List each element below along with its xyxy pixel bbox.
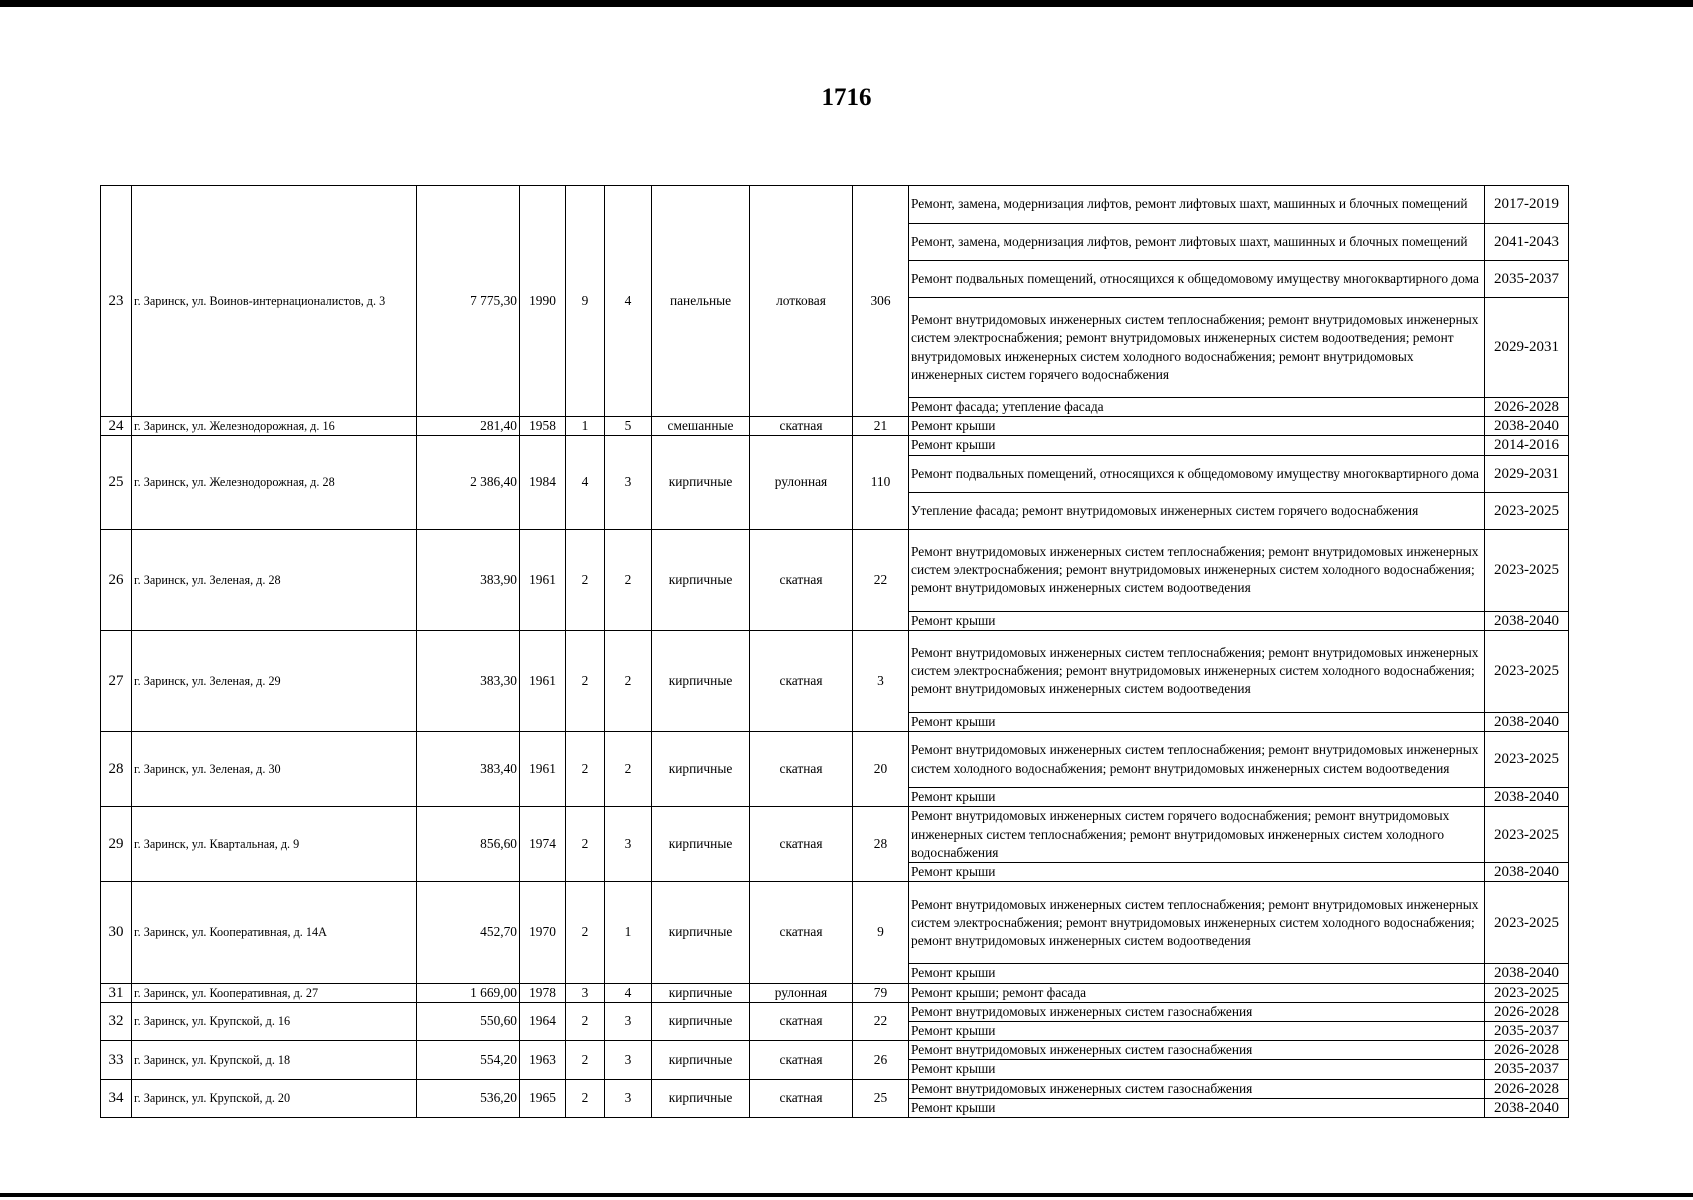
entrance-count: 3 [605, 436, 652, 529]
capital-repair-table [100, 185, 1569, 1118]
roof-type: рулонная [750, 436, 853, 529]
entrance-count: 2 [605, 630, 652, 731]
work-description: Ремонт крыши [909, 1098, 1485, 1117]
table-row [101, 882, 1569, 964]
work-period: 2017-2019 [1485, 186, 1569, 224]
work-period: 2023-2025 [1485, 732, 1569, 788]
work-period: 2023-2025 [1485, 529, 1569, 611]
table-row [101, 436, 1569, 455]
work-description: Ремонт крыши [909, 436, 1485, 455]
work-description: Ремонт крыши [909, 964, 1485, 983]
work-description: Ремонт внутридомовых инженерных систем теплоснабжения; ремонт внутридомовых инженерных систем электроснабжения; ремонт внутридомовых инженерных систем холодного водоснабжения; ремонт внутридомовых инженерных систем водоотведения [909, 882, 1485, 964]
table-row [101, 529, 1569, 611]
roof-type: скатная [750, 1002, 853, 1040]
work-description: Ремонт крыши [909, 417, 1485, 436]
wall-material: кирпичные [652, 732, 750, 807]
floor-count: 9 [566, 186, 605, 417]
roof-type: скатная [750, 417, 853, 436]
work-period: 2023-2025 [1485, 807, 1569, 863]
table-row [101, 732, 1569, 788]
work-period: 2023-2025 [1485, 983, 1569, 1002]
house-area: 536,20 [417, 1079, 520, 1117]
house-area: 281,40 [417, 417, 520, 436]
row-number: 30 [101, 882, 132, 983]
bottom-scan-border [0, 1193, 1693, 1197]
build-year: 1958 [520, 417, 566, 436]
work-description: Ремонт подвальных помещений, относящихся к общедомовому имуществу многоквартирного дома [909, 261, 1485, 298]
work-period: 2023-2025 [1485, 882, 1569, 964]
wall-material: кирпичные [652, 1002, 750, 1040]
entrance-count: 2 [605, 529, 652, 630]
house-area: 383,90 [417, 529, 520, 630]
house-address: г. Заринск, ул. Железнодорожная, д. 28 [132, 436, 417, 529]
work-period: 2038-2040 [1485, 964, 1569, 983]
work-period: 2035-2037 [1485, 261, 1569, 298]
work-period: 2029-2031 [1485, 298, 1569, 398]
page-number: 1716 [821, 84, 872, 111]
entrance-count: 4 [605, 186, 652, 417]
wall-material: кирпичные [652, 630, 750, 731]
house-area: 452,70 [417, 882, 520, 983]
resident-count: 28 [853, 807, 909, 882]
wall-material: кирпичные [652, 436, 750, 529]
entrance-count: 3 [605, 807, 652, 882]
house-area: 7 775,30 [417, 186, 520, 417]
build-year: 1963 [520, 1041, 566, 1079]
entrance-count: 4 [605, 983, 652, 1002]
work-description: Ремонт внутридомовых инженерных систем теплоснабжения; ремонт внутридомовых инженерных систем электроснабжения; ремонт внутридомовых инженерных систем холодного водоснабжения; ремонт внутридомовых инженерных систем водоотведения [909, 529, 1485, 611]
work-description: Ремонт внутридомовых инженерных систем газоснабжения [909, 1041, 1485, 1060]
roof-type: скатная [750, 529, 853, 630]
build-year: 1961 [520, 732, 566, 807]
build-year: 1965 [520, 1079, 566, 1117]
work-description: Ремонт внутридомовых инженерных систем горячего водоснабжения; ремонт внутридомовых инженерных систем теплоснабжения; ремонт внутридомовых инженерных систем холодного водоснабжения [909, 807, 1485, 863]
resident-count: 9 [853, 882, 909, 983]
floor-count: 1 [566, 417, 605, 436]
entrance-count: 1 [605, 882, 652, 983]
work-description: Ремонт внутридомовых инженерных систем теплоснабжения; ремонт внутридомовых инженерных систем холодного водоснабжения; ремонт внутридомовых инженерных систем водоотведения [909, 732, 1485, 788]
work-description: Утепление фасада; ремонт внутридомовых инженерных систем горячего водоснабжения [909, 492, 1485, 529]
wall-material: кирпичные [652, 983, 750, 1002]
roof-type: скатная [750, 1079, 853, 1117]
house-address: г. Заринск, ул. Крупской, д. 18 [132, 1041, 417, 1079]
work-period: 2026-2028 [1485, 1041, 1569, 1060]
roof-type: скатная [750, 807, 853, 882]
house-area: 554,20 [417, 1041, 520, 1079]
house-area: 383,40 [417, 732, 520, 807]
table-row [101, 807, 1569, 863]
work-description: Ремонт, замена, модернизация лифтов, ремонт лифтовых шахт, машинных и блочных помещений [909, 186, 1485, 224]
table-row [101, 1079, 1569, 1098]
row-number: 29 [101, 807, 132, 882]
roof-type: скатная [750, 882, 853, 983]
roof-type: скатная [750, 732, 853, 807]
work-description: Ремонт крыши; ремонт фасада [909, 983, 1485, 1002]
work-description: Ремонт внутридомовых инженерных систем теплоснабжения; ремонт внутридомовых инженерных систем электроснабжения; ремонт внутридомовых инженерных систем водоотведения; ремонт внутридомовых инженерных систем холодного водоснабжения; ремонт внутридомовых инженерных систем горячего водоснабжения [909, 298, 1485, 398]
house-address: г. Заринск, ул. Зеленая, д. 29 [132, 630, 417, 731]
work-period: 2035-2037 [1485, 1022, 1569, 1041]
work-description: Ремонт крыши [909, 712, 1485, 731]
wall-material: кирпичные [652, 529, 750, 630]
house-address: г. Заринск, ул. Кооперативная, д. 27 [132, 983, 417, 1002]
top-scan-border [0, 0, 1693, 7]
work-description: Ремонт внутридомовых инженерных систем газоснабжения [909, 1002, 1485, 1021]
wall-material: кирпичные [652, 1079, 750, 1117]
work-description: Ремонт, замена, модернизация лифтов, ремонт лифтовых шахт, машинных и блочных помещений [909, 224, 1485, 261]
work-period: 2041-2043 [1485, 224, 1569, 261]
wall-material: кирпичные [652, 882, 750, 983]
work-period: 2014-2016 [1485, 436, 1569, 455]
resident-count: 110 [853, 436, 909, 529]
wall-material: кирпичные [652, 807, 750, 882]
row-number: 27 [101, 630, 132, 731]
work-period: 2038-2040 [1485, 417, 1569, 436]
resident-count: 25 [853, 1079, 909, 1117]
roof-type: скатная [750, 630, 853, 731]
entrance-count: 5 [605, 417, 652, 436]
resident-count: 22 [853, 1002, 909, 1040]
row-number: 24 [101, 417, 132, 436]
resident-count: 22 [853, 529, 909, 630]
entrance-count: 2 [605, 732, 652, 807]
house-address: г. Заринск, ул. Крупской, д. 20 [132, 1079, 417, 1117]
resident-count: 21 [853, 417, 909, 436]
row-number: 33 [101, 1041, 132, 1079]
resident-count: 79 [853, 983, 909, 1002]
house-area: 383,30 [417, 630, 520, 731]
house-area: 856,60 [417, 807, 520, 882]
work-description: Ремонт крыши [909, 1060, 1485, 1079]
floor-count: 2 [566, 807, 605, 882]
build-year: 1961 [520, 630, 566, 731]
entrance-count: 3 [605, 1041, 652, 1079]
row-number: 23 [101, 186, 132, 417]
work-period: 2035-2037 [1485, 1060, 1569, 1079]
table-row [101, 417, 1569, 436]
build-year: 1978 [520, 983, 566, 1002]
work-description: Ремонт внутридомовых инженерных систем теплоснабжения; ремонт внутридомовых инженерных систем электроснабжения; ремонт внутридомовых инженерных систем холодного водоснабжения; ремонт внутридомовых инженерных систем водоотведения [909, 630, 1485, 712]
row-number: 26 [101, 529, 132, 630]
build-year: 1984 [520, 436, 566, 529]
roof-type: рулонная [750, 983, 853, 1002]
work-description: Ремонт подвальных помещений, относящихся к общедомовому имуществу многоквартирного дома [909, 455, 1485, 492]
house-area: 550,60 [417, 1002, 520, 1040]
work-period: 2026-2028 [1485, 1002, 1569, 1021]
house-address: г. Заринск, ул. Зеленая, д. 30 [132, 732, 417, 807]
build-year: 1974 [520, 807, 566, 882]
work-period: 2023-2025 [1485, 630, 1569, 712]
build-year: 1961 [520, 529, 566, 630]
floor-count: 2 [566, 529, 605, 630]
floor-count: 2 [566, 732, 605, 807]
house-area: 1 669,00 [417, 983, 520, 1002]
house-area: 2 386,40 [417, 436, 520, 529]
house-address: г. Заринск, ул. Крупской, д. 16 [132, 1002, 417, 1040]
resident-count: 26 [853, 1041, 909, 1079]
row-number: 34 [101, 1079, 132, 1117]
entrance-count: 3 [605, 1079, 652, 1117]
resident-count: 306 [853, 186, 909, 417]
work-period: 2038-2040 [1485, 863, 1569, 882]
work-period: 2038-2040 [1485, 611, 1569, 630]
work-description: Ремонт внутридомовых инженерных систем газоснабжения [909, 1079, 1485, 1098]
floor-count: 4 [566, 436, 605, 529]
work-period: 2038-2040 [1485, 788, 1569, 807]
build-year: 1970 [520, 882, 566, 983]
house-address: г. Заринск, ул. Кооперативная, д. 14А [132, 882, 417, 983]
floor-count: 2 [566, 630, 605, 731]
work-period: 2029-2031 [1485, 455, 1569, 492]
work-period: 2026-2028 [1485, 398, 1569, 417]
work-period: 2038-2040 [1485, 1098, 1569, 1117]
row-number: 28 [101, 732, 132, 807]
roof-type: лотковая [750, 186, 853, 417]
house-address: г. Заринск, ул. Железнодорожная, д. 16 [132, 417, 417, 436]
floor-count: 2 [566, 1041, 605, 1079]
wall-material: кирпичные [652, 1041, 750, 1079]
entrance-count: 3 [605, 1002, 652, 1040]
table-row [101, 983, 1569, 1002]
house-address: г. Заринск, ул. Зеленая, д. 28 [132, 529, 417, 630]
work-description: Ремонт крыши [909, 611, 1485, 630]
floor-count: 2 [566, 1079, 605, 1117]
build-year: 1990 [520, 186, 566, 417]
wall-material: панельные [652, 186, 750, 417]
row-number: 32 [101, 1002, 132, 1040]
floor-count: 3 [566, 983, 605, 1002]
resident-count: 20 [853, 732, 909, 807]
work-description: Ремонт крыши [909, 863, 1485, 882]
work-period: 2026-2028 [1485, 1079, 1569, 1098]
floor-count: 2 [566, 882, 605, 983]
floor-count: 2 [566, 1002, 605, 1040]
house-address: г. Заринск, ул. Воинов-интернационалистов, д. 3 [132, 186, 417, 417]
roof-type: скатная [750, 1041, 853, 1079]
house-address: г. Заринск, ул. Квартальная, д. 9 [132, 807, 417, 882]
work-period: 2038-2040 [1485, 712, 1569, 731]
table-row [101, 1002, 1569, 1021]
table-row [101, 186, 1569, 224]
work-description: Ремонт крыши [909, 1022, 1485, 1041]
work-description: Ремонт крыши [909, 788, 1485, 807]
work-period: 2023-2025 [1485, 492, 1569, 529]
work-description: Ремонт фасада; утепление фасада [909, 398, 1485, 417]
wall-material: смешанные [652, 417, 750, 436]
table-row [101, 1041, 1569, 1060]
build-year: 1964 [520, 1002, 566, 1040]
resident-count: 3 [853, 630, 909, 731]
row-number: 25 [101, 436, 132, 529]
row-number: 31 [101, 983, 132, 1002]
table-row [101, 630, 1569, 712]
